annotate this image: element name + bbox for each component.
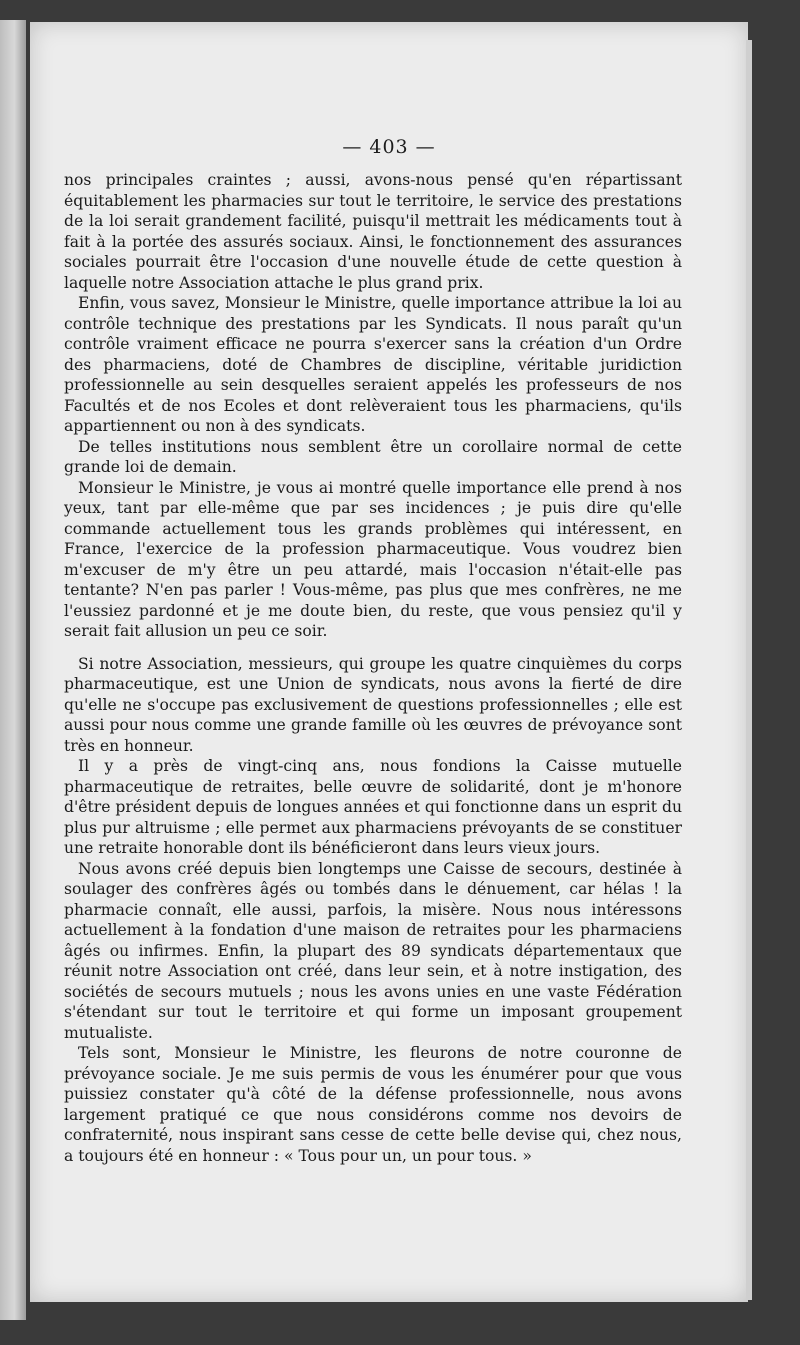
paragraph: Monsieur le Ministre, je vous ai montré quelle importance elle prend à nos yeux, tant par elle-même que par ses incidences ; je puis dire qu'elle commande actuellement tous les grands problèmes qui intéressent, en France, l'exercice de la profession pharmaceutique. Vous voudrez bien m'excuser de m'y être un peu attardé, mais l'occasion n'était-elle pas tentante? N'en pas parler ! Vous-même, pas plus que mes confrères, ne me l'eussiez pardonné et je me doute bien, du reste, que vous pensiez qu'il y serait fait allusion un peu ce soir.	[64, 478, 682, 640]
paragraph: Il y a près de vingt-cinq ans, nous fondions la Caisse mutuelle pharmaceutique de retraites, belle œuvre de solidarité, dont je m'honore d'être président depuis de longues années et qui fonctionne dans un esprit du plus pur altruisme ; elle permet aux pharmaciens prévoyants de se constituer une retraite honorable dont ils bénéficieront dans leurs vieux jours.	[64, 757, 682, 857]
paragraph: Nous avons créé depuis bien longtemps une Caisse de secours, destinée à soulager des confrères âgés ou tombés dans le dénuement, car hélas ! la pharmacie connaît, elle aussi, parfois, la misère. Nous nous intéressons actuellement à la fondation d'une maison de retraites pour les pharmaciens âgés ou infirmes. Enfin, la plupart des 89 syndicats départementaux que réunit notre Association ont créé, dans leur sein, et à notre instigation, des sociétés de secours mutuels ; nous les avons unies en une vaste Fédération s'étendant sur tout le territoire et qui forme un imposant groupement mutualiste.	[64, 859, 682, 1042]
paragraph: Enfin, vous savez, Monsieur le Ministre, quelle importance attribue la loi au contrôle technique des prestations par les Syndicats. Il nous paraît qu'un contrôle vraiment efficace ne pourra s'exercer sans la création d'un Ordre des pharmaciens, doté de Chambres de discipline, véritable juridiction professionnelle au sein desquelles seraient appelés les professeurs de nos Facultés et de nos Ecoles et dont relèveraient tous les pharmaciens, qu'ils appartiennent ou non à des syndicats.	[64, 294, 682, 435]
body-text	[64, 170, 682, 1166]
paragraph: nos principales craintes ; aussi, avons-nous pensé qu'en répartissant équitablement les pharmacies sur tout le territoire, le service des prestations de la loi serait grandement facilité, puisqu'il mettrait les médicaments tout à fait à la portée des assurés sociaux. Ainsi, le fonctionnement des assurances sociales pourrait être l'occasion d'une nouvelle étude de cette question à laquelle notre Association attache le plus grand prix.	[64, 171, 682, 292]
page-right-edge	[746, 40, 752, 1300]
paragraph: Tels sont, Monsieur le Ministre, les fleurons de notre couronne de prévoyance sociale. Je me suis permis de vous les énumérer pour que vous puissiez constater qu'à côté de la défense professionnelle, nous avons largement pratiqué ce que nous considérons comme nos devoirs de confraternité, nous inspirant sans cesse de cette belle devise qui, chez nous, a toujours été en honneur : « Tous pour un, un pour tous. »	[64, 1044, 682, 1165]
paragraph: De telles institutions nous semblent être un corollaire normal de cette grande loi de demain.	[64, 437, 682, 476]
page-number: — 403 —	[342, 136, 436, 158]
paragraph: Si notre Association, messieurs, qui groupe les quatre cinquièmes du corps pharmaceutique, est une Union de syndicats, nous avons la fierté de dire qu'elle ne s'occupe pas exclusivement de questions professionnelles ; elle est aussi pour nous comme une grande famille où les œuvres de prévoyance sont très en honneur.	[64, 654, 682, 755]
facing-page-edge	[0, 20, 26, 1320]
book-page	[30, 22, 748, 1302]
